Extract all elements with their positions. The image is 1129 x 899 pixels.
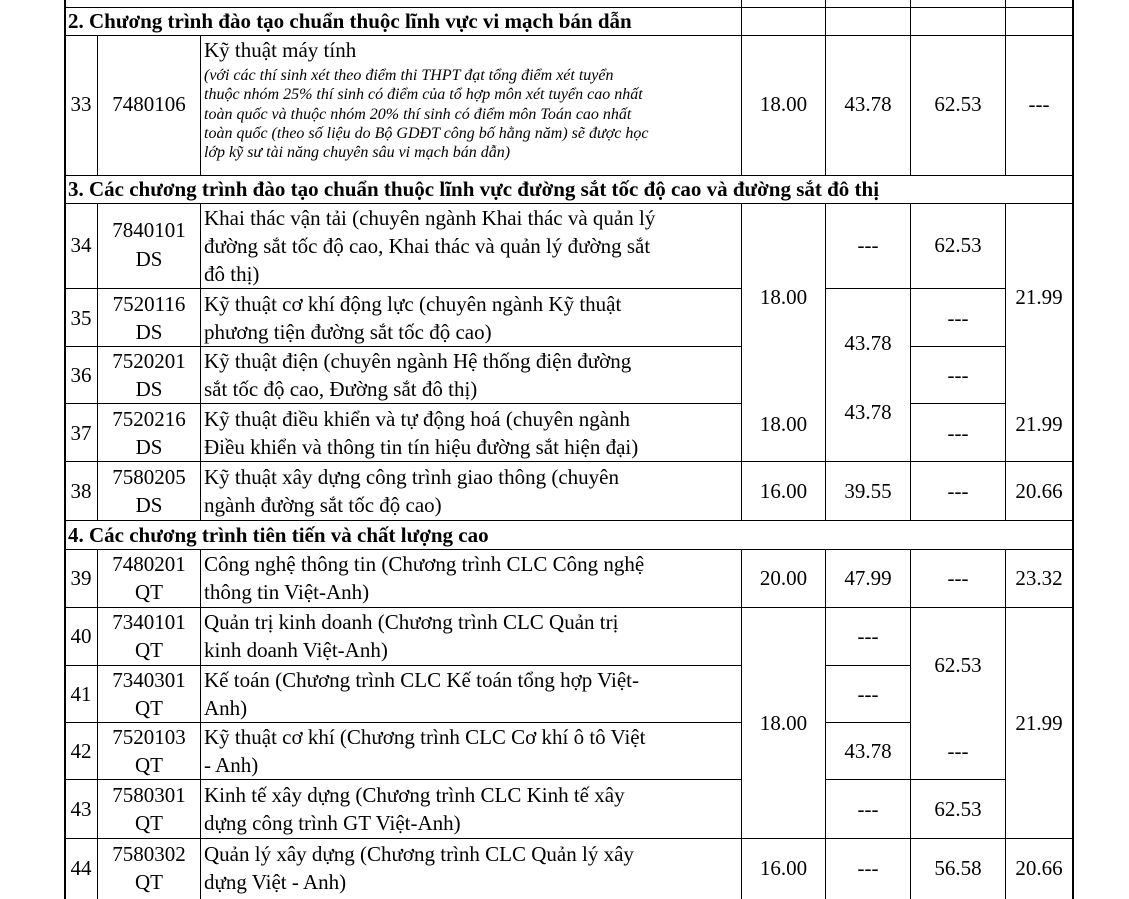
grid-line: [64, 779, 742, 780]
row-number: 40: [70, 624, 92, 648]
score-cell: 39.55: [844, 479, 892, 503]
program-code: 7480201: [112, 552, 186, 576]
grid-line: [200, 203, 201, 520]
grid-line: [825, 779, 1006, 780]
score-cell-merged: 43.78: [844, 400, 892, 424]
score-cell: 62.53: [934, 797, 982, 821]
table-border-right: [1072, 0, 1074, 899]
program-name: ngành đường sắt tốc độ cao): [204, 493, 442, 517]
grid-line: [910, 346, 1006, 347]
row-number: 39: [70, 566, 92, 590]
program-code: 7520116: [112, 292, 186, 316]
program-name: Anh): [204, 696, 248, 720]
grid-line: [200, 549, 201, 899]
program-code: DS: [135, 320, 163, 344]
program-name: Kỹ thuật cơ khí động lực (chuyên ngành Kỹ thuật: [204, 292, 622, 316]
score-cell-merged: 62.53: [934, 653, 982, 677]
program-name: Kỹ thuật máy tính: [204, 38, 357, 62]
program-code: DS: [135, 247, 163, 271]
score-cell: ---: [857, 682, 879, 706]
grid-line: [1005, 7, 1006, 35]
grid-line: [1005, 203, 1006, 520]
grid-line: [64, 288, 742, 289]
program-note-line: toàn quốc (theo số liệu do Bộ GDĐT công bố hằng năm) sẽ được học: [204, 125, 649, 142]
score-cell: 43.78: [844, 739, 892, 763]
score-cell: 23.32: [1015, 566, 1063, 590]
program-name: Quản trị kinh doanh (Chương trình CLC Quản trị: [204, 610, 619, 634]
section-header-4: 4. Các chương trình tiên tiến và chất lượng cao: [68, 523, 489, 547]
score-cell: ---: [1028, 92, 1050, 116]
row-number: 35: [70, 306, 92, 330]
program-note-line: toàn quốc và thuộc nhóm 20% thí sinh có điểm môn Toán cao nhất: [204, 106, 632, 123]
grid-line: [741, 7, 742, 35]
program-code: QT: [135, 753, 163, 777]
program-code: 7340301: [112, 668, 186, 692]
program-code: 7580301: [112, 783, 186, 807]
program-code: 7580302: [112, 842, 186, 866]
program-code: 7520216: [112, 407, 186, 431]
program-name: đô thị): [204, 262, 260, 286]
score-cell: 20.66: [1015, 856, 1063, 880]
score-cell-merged: 18.00: [759, 285, 808, 309]
grid-line: [825, 665, 911, 666]
score-cell: 47.99: [844, 566, 892, 590]
score-cell-merged: 43.78: [844, 331, 892, 355]
program-name: Kỹ thuật cơ khí (Chương trình CLC Cơ khí ô tô Việt: [204, 725, 646, 749]
score-cell: ---: [947, 479, 969, 503]
program-code: QT: [135, 638, 163, 662]
program-code: QT: [135, 870, 163, 894]
program-name: Công nghệ thông tin (Chương trình CLC Công nghệ: [204, 552, 645, 576]
score-cell: 20.66: [1015, 479, 1063, 503]
program-name: Điều khiển và thông tin tín hiệu đường sắt hiện đại): [204, 435, 639, 459]
program-name: Kỹ thuật điện (chuyên ngành Hệ thống điện đường: [204, 349, 632, 373]
score-cell: 62.53: [934, 92, 982, 116]
score-cell: 16.00: [759, 479, 808, 503]
program-name: sắt tốc độ cao, Đường sắt đô thị): [204, 377, 478, 401]
grid-line: [825, 722, 911, 723]
row-number: 36: [70, 363, 92, 387]
program-name: phương tiện đường sắt tốc độ cao): [204, 320, 492, 344]
program-name: thông tin Việt-Anh): [204, 580, 370, 604]
score-cell: ---: [857, 856, 879, 880]
score-cell: 43.78: [844, 92, 892, 116]
program-note-line: thuộc nhóm 25% thí sinh có điểm của tổ hợp môn xét tuyển cao nhất: [204, 86, 643, 103]
program-name: đường sắt tốc độ cao, Khai thác và quản lý đường sắt: [204, 234, 651, 258]
row-number: 38: [70, 479, 92, 503]
program-code: QT: [135, 580, 163, 604]
program-code: 7520103: [112, 725, 186, 749]
score-cell: 62.53: [934, 233, 982, 257]
program-code: QT: [135, 696, 163, 720]
program-code: 7840101: [112, 218, 186, 242]
score-cell: 56.58: [934, 856, 982, 880]
score-cell-merged: 21.99: [1015, 285, 1063, 309]
score-cell-merged: 18.00: [759, 711, 808, 735]
program-code: QT: [135, 811, 163, 835]
grid-line: [910, 549, 911, 899]
program-name: - Anh): [204, 753, 259, 777]
score-cell: 18.00: [759, 92, 808, 116]
program-name: Khai thác vận tải (chuyên ngành Khai thác và quản lý: [204, 206, 656, 230]
score-cell: ---: [857, 233, 879, 257]
score-cell: ---: [947, 306, 969, 330]
program-name: dựng công trình GT Việt-Anh): [204, 811, 461, 835]
program-code: DS: [135, 435, 163, 459]
program-name: dựng Việt - Anh): [204, 870, 347, 894]
grid-line: [825, 549, 826, 899]
row-number: 34: [70, 233, 92, 257]
grid-line: [64, 403, 742, 404]
program-code: 7580205: [112, 465, 186, 489]
program-name: kinh doanh Việt-Anh): [204, 638, 388, 662]
program-code: 7480106: [112, 92, 186, 116]
score-cell: ---: [857, 797, 879, 821]
score-cell: 20.00: [759, 566, 808, 590]
row-number: 33: [70, 92, 92, 116]
program-code: DS: [135, 493, 163, 517]
score-cell-merged: 18.00: [759, 412, 808, 436]
program-code: DS: [135, 377, 163, 401]
score-cell: ---: [947, 363, 969, 387]
row-number: 42: [70, 739, 92, 763]
score-cell-merged: 21.99: [1015, 412, 1063, 436]
grid-line: [910, 403, 1006, 404]
grid-line: [64, 838, 1074, 839]
row-number: 43: [70, 797, 92, 821]
grid-line: [910, 7, 911, 35]
program-note-line: lớp kỹ sư tài năng chuyên sâu vi mạch bán dẫn): [204, 144, 511, 161]
grid-line: [825, 288, 1006, 289]
grid-line: [64, 520, 1074, 521]
program-code: 7340101: [112, 610, 186, 634]
score-cell: ---: [947, 421, 969, 445]
grid-line: [825, 7, 826, 35]
score-cell: 16.00: [759, 856, 808, 880]
score-cell: ---: [857, 624, 879, 648]
program-name: Kỹ thuật điều khiển và tự động hoá (chuyên ngành: [204, 407, 631, 431]
grid-line: [741, 203, 742, 520]
program-code: 7520201: [112, 349, 186, 373]
row-number: 41: [70, 682, 92, 706]
program-name: Kế toán (Chương trình CLC Kế toán tổng hợp Việt-: [204, 668, 639, 692]
section-header-3: 3. Các chương trình đào tạo chuẩn thuộc lĩnh vực đường sắt tốc độ cao và đường sắt đô thị: [68, 177, 880, 201]
program-name: Quản lý xây dựng (Chương trình CLC Quản lý xây: [204, 842, 634, 866]
program-name: Kinh tế xây dựng (Chương trình CLC Kinh tế xây: [204, 783, 625, 807]
program-name: Kỹ thuật xây dựng công trình giao thông (chuyên: [204, 465, 619, 489]
row-number: 44: [70, 856, 92, 880]
program-note-line: (với các thí sinh xét theo điểm thi THPT đạt tổng điểm xét tuyển: [204, 67, 614, 84]
score-cell-merged: 21.99: [1015, 711, 1063, 735]
score-cell: ---: [947, 739, 969, 763]
grid-line: [64, 461, 1074, 462]
grid-line: [200, 35, 201, 175]
row-number: 37: [70, 421, 92, 445]
score-cell: ---: [947, 566, 969, 590]
section-header-2: 2. Chương trình đào tạo chuẩn thuộc lĩnh vực vi mạch bán dẫn: [68, 9, 632, 33]
